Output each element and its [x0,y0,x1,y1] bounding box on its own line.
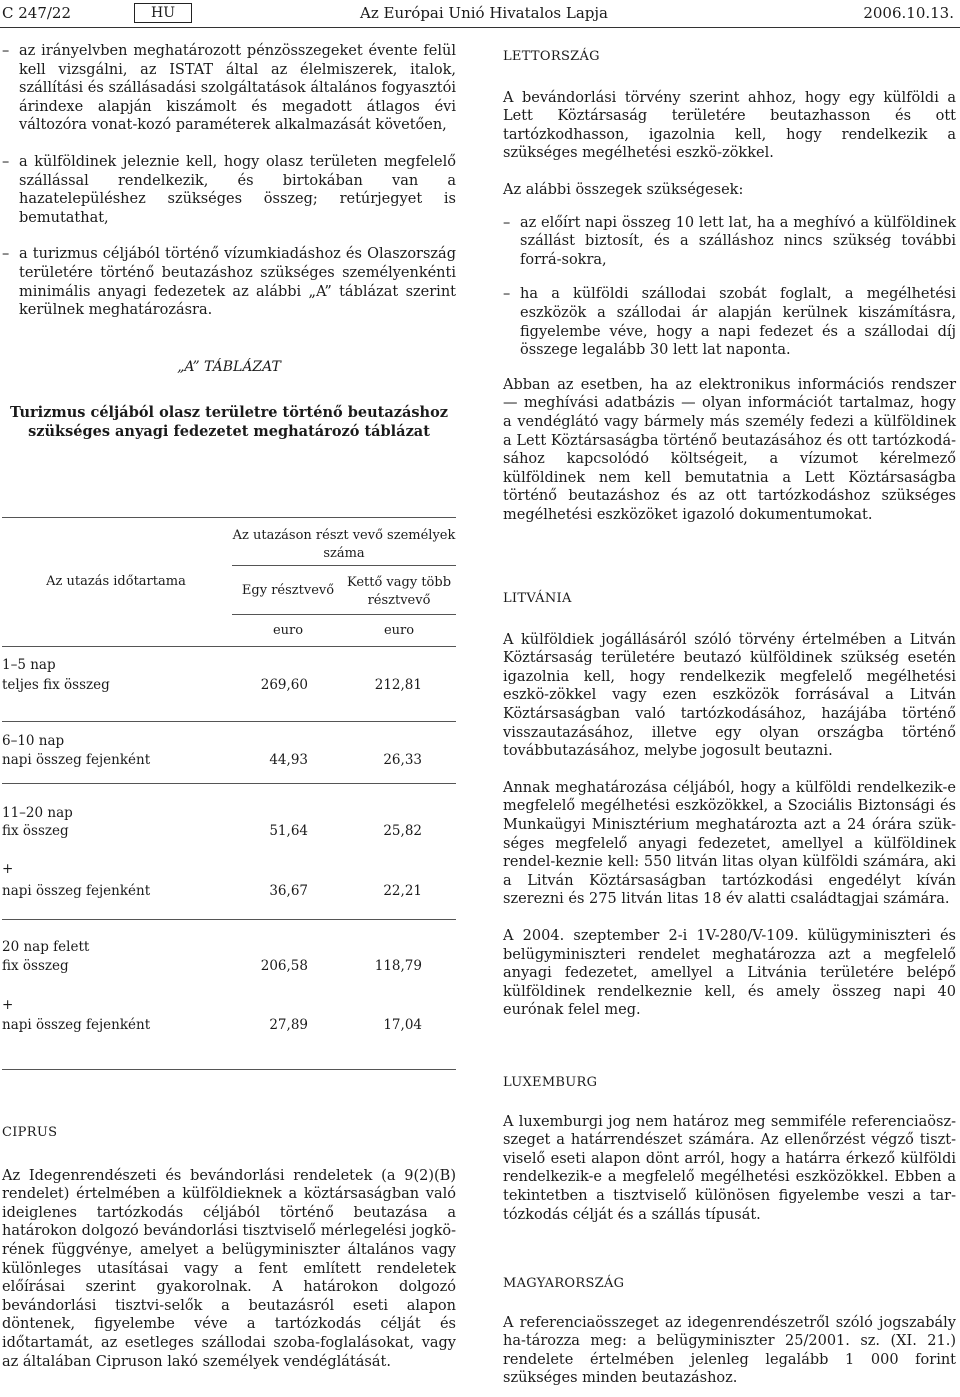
unit-label: euro [383,623,415,638]
page-header [2,2,954,24]
table-row-label: 6–10 nap [2,733,65,749]
table-cell: 206,58 [260,958,308,974]
table-row-label: 11–20 nap [2,805,73,821]
one-participant-header: Egy résztvevő [241,583,335,598]
list-item: – a turizmus céljából történő vízumkiadáshoz és Olaszország területére történő beutazáshoz szükséges személyenkénti minimális anyagi fedezetek az alábbi „A” táblázat szerint kerülnek meghatározásra. [2,246,456,319]
section-heading: LUXEMBURG [503,1075,598,1090]
table-row-label: napi összeg fejenként [2,1017,151,1033]
table-cell: 212,81 [374,677,422,693]
paragraph: A bevándorlási törvény szerint ahhoz, hogy egy külföldi a Lett Köztársaság területére beutazhasson és ott tartózkodhasson, igazolnia kell, hogy rendelkezik a szükséges megélhetési eszkö-zökkel. [503,89,956,162]
table-cell: 17,04 [383,1017,422,1033]
table-cell: 44,93 [269,752,308,768]
table-cell: 27,89 [269,1017,308,1033]
list-item: – ha a külföldi szállodai szobát foglalt, a megélhetési eszközök a szállodai ár alapján kerülnek kiszámításra, figyelembe véve, hogy a napi fedezet és a szállodai díj összege legalább 30 lett lat naponta. [503,286,956,359]
table-row-label: napi összeg fejenként [2,752,151,768]
paragraph: Annak meghatározása céljából, hogy a külföldi rendelkezik-e megfelelő megélhetési eszközökkel, a Szociális Biztonsági és Munkaügyi Minisztérium meghatározta azt a 24 órára szük-séges megfelelő anyagi fedezetet, amellyel a külföldinek rendel-keznie kell: 550 litván litas olyan külföldi számára, aki a Litván Köztársaságban tartózkodási engedélyt kíván szerezni és 275 litván litas 18 év alatti családtagjai számára. [503,779,956,908]
section-heading: LETTORSZÁG [503,49,600,64]
paragraph: A referenciaösszeget az idegenrendészetről szóló jogszabály ha-tározza meg: a belügyminiszter 25/2001. sz. (XI. 21.) rendelete értelmében jelenleg legalább 1 000 forint szükséges minden beutazáshoz. [503,1314,956,1387]
section-heading: LITVÁNIA [503,591,572,606]
paragraph: A 2004. szeptember 2-i 1V-280/V-109. külügyminiszteri és belügyminiszteri rendelet meghatározza azt a megfelelő anyagi fedezetet, amellyel a Litvánia területére belépő külföldinek rendelkeznie kell, és amely összeg napi 40 eurónak felel meg. [503,927,956,1019]
table-row-label: fix összeg [2,958,69,974]
table-cell: 25,82 [383,823,422,839]
list-item: – az irányelvben meghatározott pénzösszegeket évente felül kell vizsgálni, az ISTAT által az élelmiszerek, italok, szállítási és szállásadási szolgáltatások általános fogyasztói árindexe alapján kiszámolt és megadott átlagos évi változóra vonat-kozó paraméterek alkalmazását követően, [2,43,456,134]
table-row-label: 20 nap felett [2,939,90,955]
table-title: Turizmus céljából olasz területre történő beutazáshoz szükséges anyagi fedezetet meghatározó táblázat [10,404,448,440]
table-cell: 118,79 [374,958,422,974]
table-row-label: napi összeg fejenként [2,883,151,899]
luxembourg-section [503,1074,956,1224]
left-column [2,42,456,441]
issue-date: 2006.10.13. [863,4,954,22]
duration-header: Az utazás időtartama [46,574,186,589]
header-divider [0,27,960,28]
table-row-label: + [2,997,14,1013]
unit-label: euro [272,623,304,638]
table-row-label: 1–5 nap [2,657,56,673]
journal-title: Az Európai Unió Hivatalos Lapja [360,4,608,22]
section-heading: CIPRUS [2,1125,58,1140]
table-cell: 36,67 [269,883,308,899]
hungary-section [503,1275,956,1388]
table-row-label: fix összeg [2,823,69,839]
paragraph: A luxemburgi jog nem határoz meg semmiféle referenciaösz-szeget a határrendészet számára. Az ellenőrzést végző tiszt-viselő eseti alapon dönt arról, hogy a határra érkező külföldi rendelkezik-e a megfelelő megélhetési eszközökkel. Ebben a tekintetben a tisztviselő különösen figyelembe veszi a tar-tózkodás célját és a szállás típusát. [503,1113,956,1223]
section-heading: MAGYARORSZÁG [503,1276,625,1291]
table-cell: 269,60 [260,677,308,693]
lithuania-section [503,590,956,1020]
column-group-header: Az utazáson részt vevő személyek száma [232,528,456,561]
table-row-label: + [2,861,14,877]
language-badge: HU [134,3,192,23]
paragraph: A külföldiek jogállásáról szóló törvény értelmében a Litván Köztársaság területére beutazó külföldinek szükség esetén igazolnia kell, hogy rendelkezik megfelelő megélhetési eszkö-zökkel vagy ezen eszközök forrásával a Litván Köztársaságban való tartózkodásához, hazájába történő visszautazásához, illetve egy olyan országba történő továbbutazásához, melybe jogosult beutazni. [503,631,956,760]
two-participants-header: Kettő vagy több résztvevő [346,575,452,608]
paragraph: Az Idegenrendészeti és bevándorlási rendeletek (a 9(2)(B) rendelet) értelmében a külföldieknek a köztársaságban való ideiglenes tartózkodás céljából történő beutazása a határokon dolgozó bevándorlási tisztviselő mérlegelési jogkö-rének függvénye, amelyet a belügyminiszter általános vagy különleges utasításai vagy a fent említett rendeletek előírásai szerint gyakorolnak. A határokon dolgozó bevándorlási tisztvi-selők a beutazásról eseti alapon döntenek, figyelembe véve a tartózkodás célját és időtartamát, az esetleges szállodai szoba-foglalásokat, vagy az általában Cipruson lakó személyek vendéglátását. [2,1167,456,1370]
right-column [503,48,956,524]
table-label: „A” TÁBLÁZAT [177,358,281,375]
table-cell: 51,64 [269,823,308,839]
list-item: – az előírt napi összeg 10 lett lat, ha a meghívó a külföldinek szállást biztosít, és a szálláshoz nincs szükség további forrá-sokra, [503,214,956,268]
table-cell: 26,33 [383,752,422,768]
table-row-label: teljes fix összeg [2,677,110,693]
page-reference: C 247/22 [2,4,72,22]
list-item: – a külföldinek jeleznie kell, hogy olasz területen megfelelő szállással rendelkezik, és birtokában van a hazatelepüléshez szükséges összeg; retúrjegyet is bemutathat, [2,153,456,226]
table-cell: 22,21 [383,883,422,899]
cyprus-section [2,1124,456,1371]
paragraph: Abban az esetben, ha az elektronikus információs rendszer — meghívási adatbázis — olyan információt tartalmaz, hogy a vendéglátó vagy bármely más személy fedezi a külföldinek a Lett Köztársaságba történő beutazásához és ott tartózkodá-sához kapcsolódó költségeit, a vízumot kérelmező külföldinek nem kell bemutatnia a Lett Köztársaságba történő beutazáshoz és az ott tartózkodáshoz szükséges megélhetési eszközöket igazoló dokumentumokat. [503,376,956,523]
paragraph: Az alábbi összegek szükségesek: [503,181,744,198]
